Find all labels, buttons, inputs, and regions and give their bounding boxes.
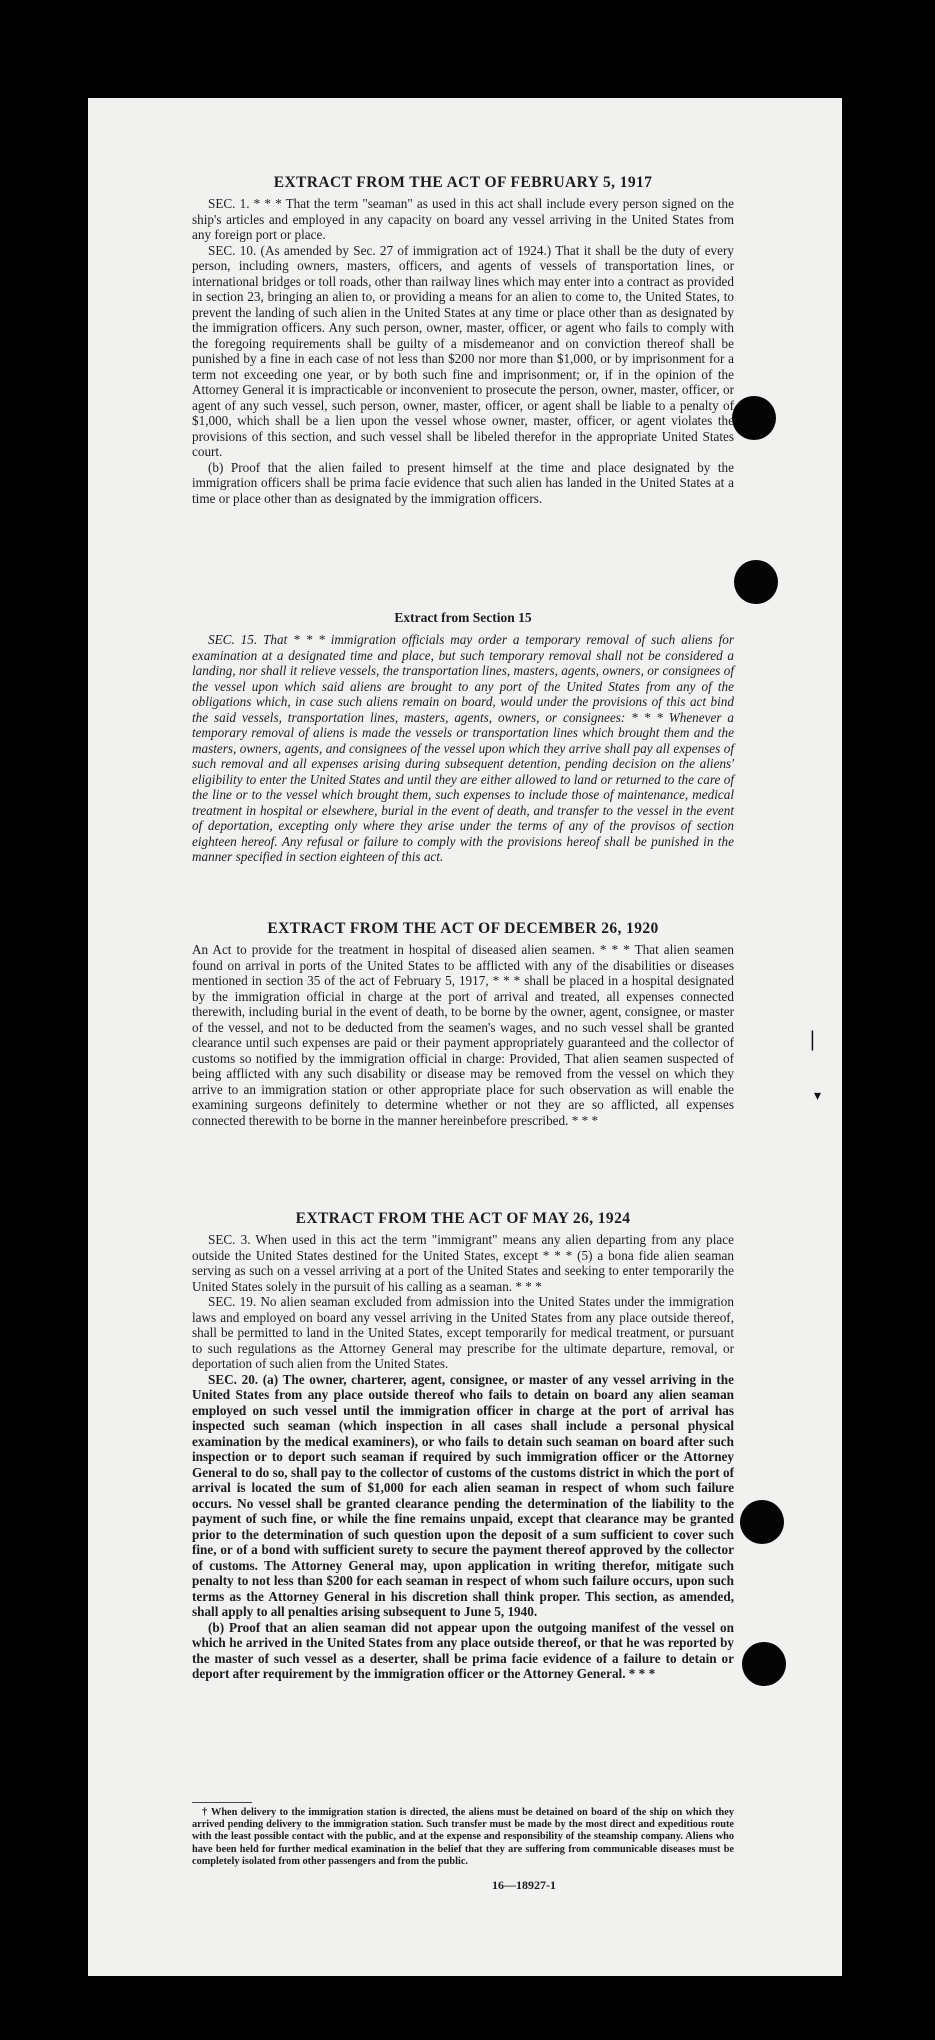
section-title: EXTRACT FROM THE ACT OF MAY 26, 1924 bbox=[295, 1210, 631, 1227]
paragraph-sec-10-b: (b) Proof that the alien failed to present himself at the time and place designated by the immigration officers shall be prima facie evidence that such alien has landed in the United States at a time or place other than as designated by the immigration officers. bbox=[192, 459, 734, 506]
punch-hole bbox=[734, 560, 778, 604]
section-title: EXTRACT FROM THE ACT OF DECEMBER 26, 1920 bbox=[267, 920, 659, 937]
paragraph-sec-1: SEC. 1. * * * That the term "seaman" as used in this act shall include every person signed on the ship's articles and employed in any capacity on board any vessel arriving in the United States from any foreign port or place. bbox=[192, 196, 734, 242]
section-title: Extract from Section 15 bbox=[394, 610, 532, 625]
section-act-1920 bbox=[192, 920, 734, 1128]
paragraph-sec-19: SEC. 19. No alien seaman excluded from admission into the United States under the immigration laws and employed on board any vessel arriving in the United States from any place outside thereof, shall be permitted to land in the United States, except temporarily for medical treatment, or pursuant to such regulations as the Attorney General may prescribe for the ultimate departure, removal, or deportation of such alien from the United States. bbox=[192, 1294, 734, 1371]
punch-hole bbox=[740, 1500, 784, 1544]
paragraph-act-1920: An Act to provide for the treatment in hospital of diseased alien seamen. * * * That alien seamen found on arrival in ports of the United States to be afflicted with any of the disabilities or diseases mentioned in section 35 of the act of February 5, 1917, * * * shall be placed in a hospital designated by the immigration official in charge at the port of arrival and treated, all expenses connected therewith, including burial in the event of death, to be borne by the owner, agent, consignee, or master of the vessel, and not to be deducted from the seamen's wages, and no such vessel shall be granted clearance until such expenses are paid or their payment appropriately guaranteed and the collector of customs so notified by the immigration official in charge: Provided, That alien seamen suspected of being afflicted with any such disability or disease may be removed from the vessel on which they arrive to an immigration station or other appropriate place for such observation as will enable the examining surgeons definitely to determine whether or not they are so afflicted, all expenses connected therewith to be borne in the manner hereinbefore prescribed. * * * bbox=[192, 942, 734, 1128]
footnote-rule bbox=[192, 1802, 252, 1803]
section-act-1924 bbox=[192, 1210, 734, 1682]
document-number: 16—18927-1 bbox=[492, 1878, 556, 1893]
paragraph-sec-15: SEC. 15. That * * * immigration officials may order a temporary removal of such aliens for examination at a designated time and place, but such temporary removal shall not be considered a landing, nor shall it relieve vessels, the transportation lines, masters, agents, owners, or consignees of the vessel upon which said aliens are brought to any port of the United States from any of the obligations which, in case such aliens remain on board, would under the provisions of this act bind the said vessels, transportation lines, masters, agents, owners, or consignees: * * * Whenever a temporary removal of aliens is made the vessels or transportation lines which brought them and the masters, owners, agents, and consignees of the vessel upon which they arrive shall pay all expenses of such removal and all expenses arising during subsequent detention, pending decision on the aliens' eligibility to enter the United States and until they are either allowed to land or returned to the care of the line or to the vessel which brought them, such expenses to include those of maintenance, medical treatment in hospital or elsewhere, burial in the event of death, and transfer to the vessel in the event of deportation, excepting only where they arise under the terms of any of the provisos of section eighteen hereof. Any refusal or failure to comply with the provisions hereof shall be punished in the manner specified in section eighteen of this act. bbox=[192, 632, 734, 864]
section-title: EXTRACT FROM THE ACT OF FEBRUARY 5, 1917 bbox=[273, 174, 653, 191]
section-act-1917 bbox=[192, 174, 734, 506]
margin-mark: ▾ bbox=[814, 1089, 822, 1104]
footnote-block bbox=[192, 1802, 734, 1893]
paragraph-sec-10: SEC. 10. (As amended by Sec. 27 of immigration act of 1924.) That it shall be the duty of every person, including owners, masters, officers, and agents of vessels of transportation lines, or international bridges or toll roads, other than railway lines which may enter into a contract as provided in section 23, bringing an alien to, or providing a means for an alien to come to, the United States, to prevent the landing of such alien in the United States at any time or place other than as designated by the immigration officers. Any such person, owner, master, officer, or agent who fails to comply with the foregoing requirements shall be guilty of a misdemeanor and on conviction thereof shall be punished by a fine in each case of not less than $200 nor more than $1,000, or by imprisonment for a term not exceeding one year, or by both such fine and imprisonment; or, if in the opinion of the Attorney General it is impracticable or inconvenient to prosecute the person, owner, master, officer, or agent of any such vessel, such person, owner, master, officer, or agent shall be liable to a penalty of $1,000, which shall be a lien upon the vessel whose owner, master, officer, or agent violates the provisions of this section, and such vessel shall be libeled therefor in the appropriate United States court. bbox=[192, 242, 734, 459]
document-page bbox=[88, 98, 842, 1976]
section-15 bbox=[192, 600, 734, 865]
paragraph-sec-3: SEC. 3. When used in this act the term "immigrant" means any alien departing from any place outside the United States destined for the United States, except * * * (5) a bona fide alien seaman serving as such on a vessel arriving at a port of the United States and seeking to enter temporarily the United States solely in the pursuit of his calling as a seaman. * * * bbox=[192, 1232, 734, 1294]
paragraph-sec-20-b: (b) Proof that an alien seaman did not appear upon the outgoing manifest of the vessel on which he arrived in the United States from any place outside thereof, or that he was reported by the master of such vessel as a deserter, shall be prima facie evidence of a failure to detain or deport after requirement by the immigration officer or the Attorney General. * * * bbox=[192, 1619, 734, 1681]
punch-hole bbox=[732, 396, 776, 440]
paragraph-sec-20-a: SEC. 20. (a) The owner, charterer, agent, consignee, or master of any vessel arriving in the United States from any place outside thereof who fails to detain on board any alien seaman employed on such vessel until the immigration officer in charge at the port of arrival has inspected such seaman (which inspection in all cases shall include a personal physical examination by the medical examiners), or who fails to detain such seaman on board after such inspection or to deport such seaman if required by such immigration officer or the Attorney General to do so, shall pay to the collector of customs of the customs district in which the port of arrival is located the sum of $1,000 for each alien seaman in respect of whom such failure occurs. No vessel shall be granted clearance pending the determination of the liability to the payment of such fine, or while the fine remains unpaid, except that clearance may be granted prior to the determination of such question upon the deposit of a sum sufficient to cover such fine, or of a bond with sufficient surety to secure the payment thereof approved by the collector of customs. The Attorney General may, upon application in writing therefor, mitigate such penalty to not less than $200 for each seaman in respect of whom such failure occurs, upon such terms as the Attorney General in his discretion shall think proper. This section, as amended, shall apply to all penalties arising subsequent to June 5, 1940. bbox=[192, 1371, 734, 1619]
footnote-text: † When delivery to the immigration station is directed, the aliens must be detained on board of the ship on which they arrived pending delivery to the immigration station. Such transfer must be made by the most direct and expeditious route with the least possible contact with the public, and at the expense and responsibility of the steamship company. Aliens who have been held for further medical examination in the belief that they are suffering from communicable diseases must be completely isolated from other passengers and from the public. bbox=[192, 1807, 734, 1867]
margin-mark: | bbox=[810, 1026, 815, 1051]
punch-hole bbox=[742, 1642, 786, 1686]
